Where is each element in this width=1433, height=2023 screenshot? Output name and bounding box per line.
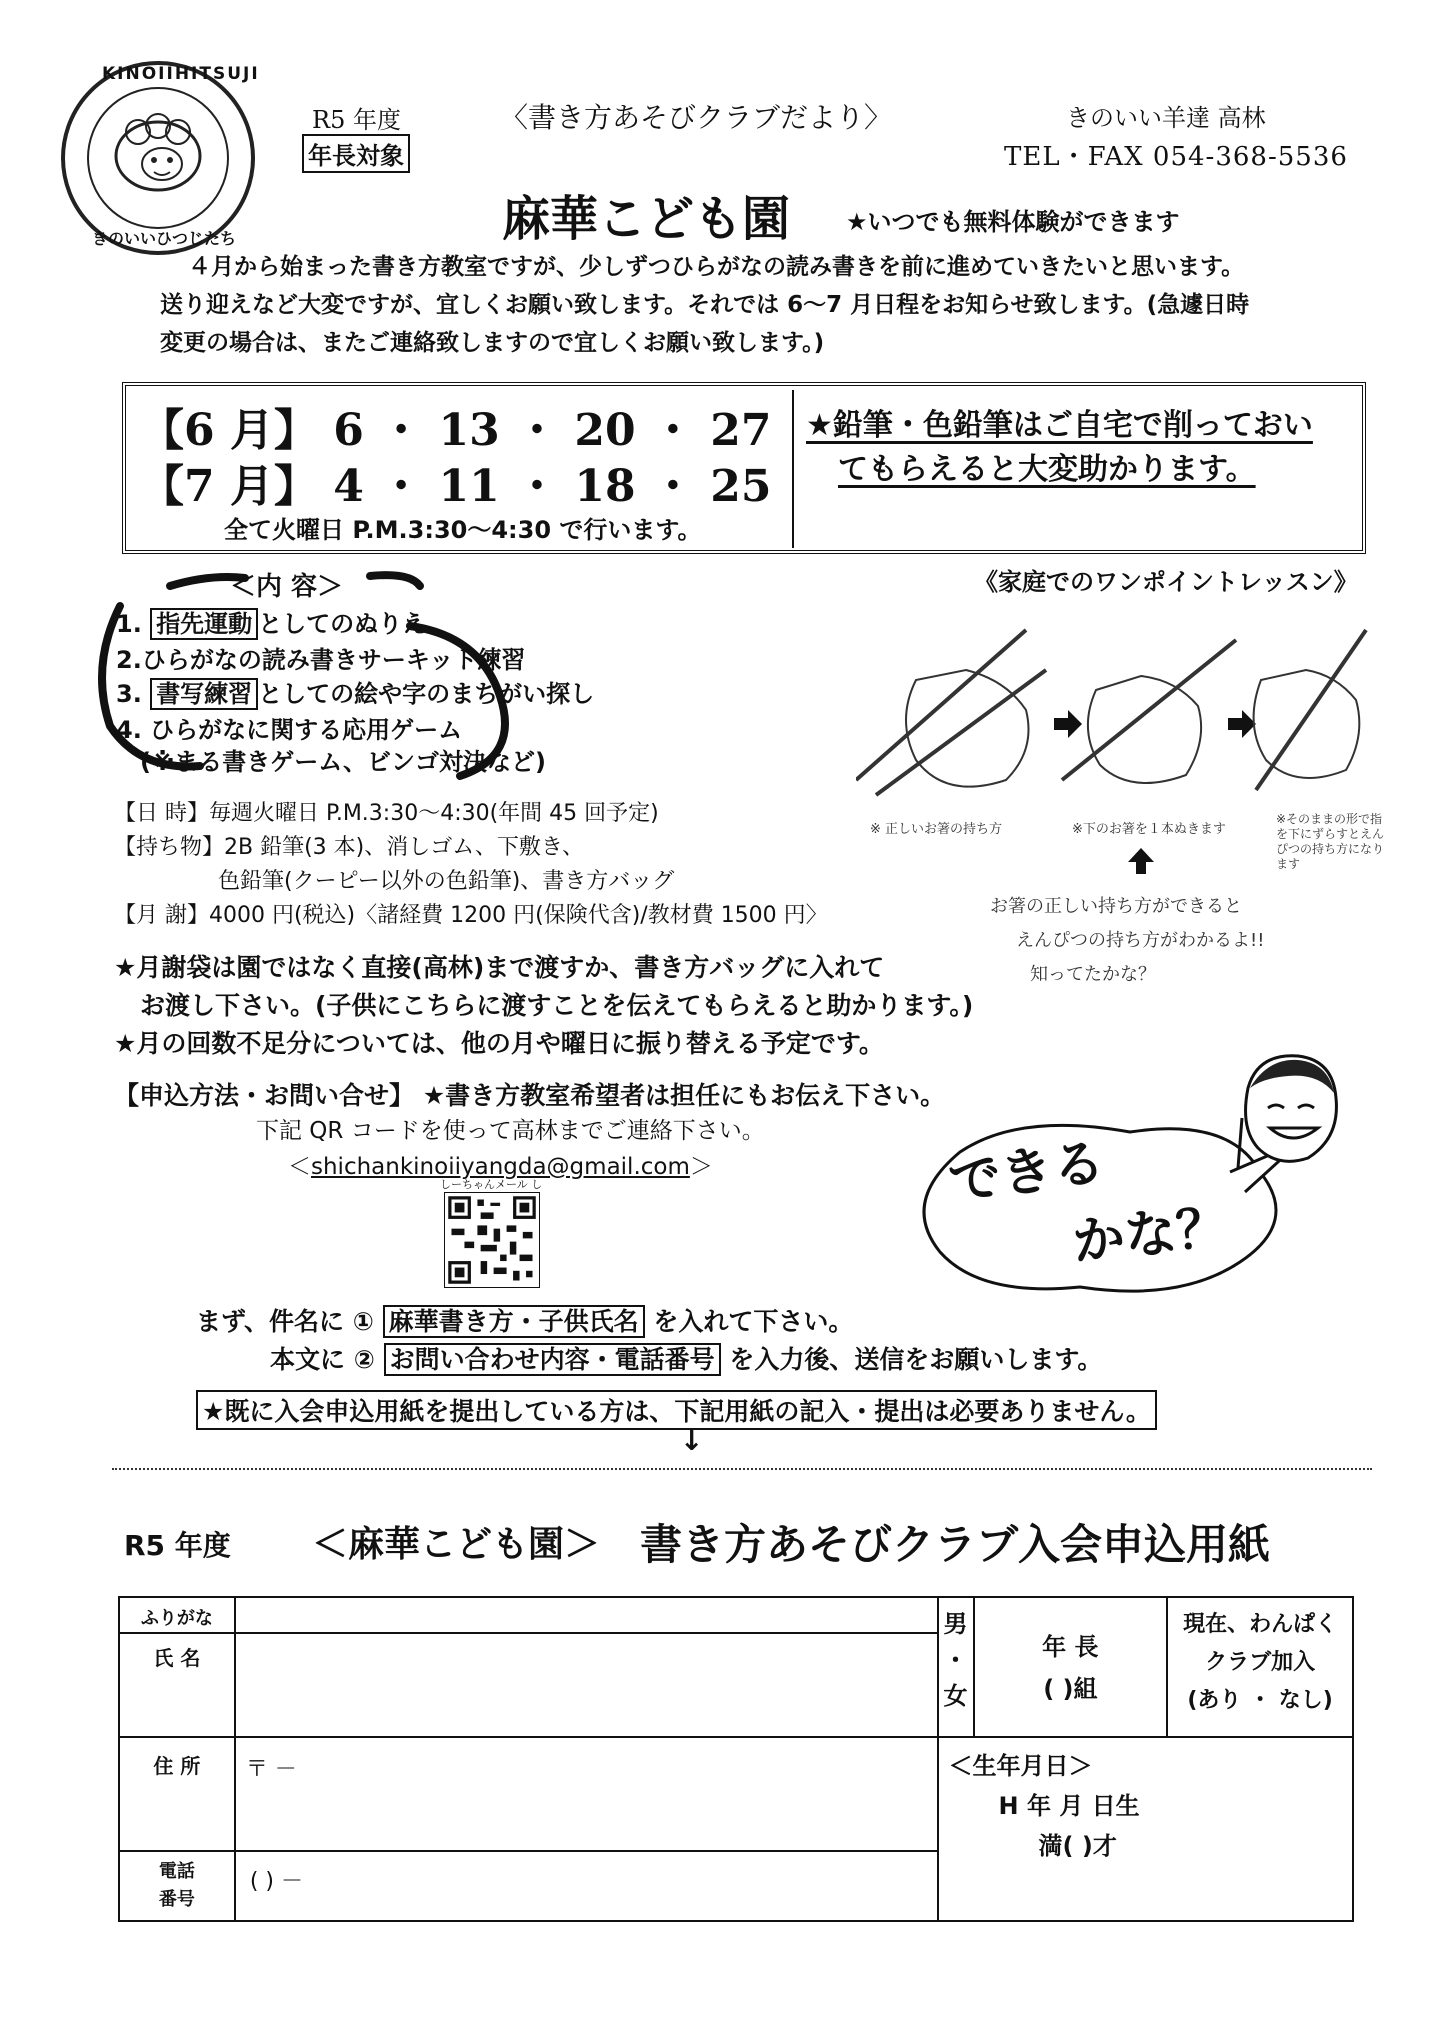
- step-2-pre: 本文に ②: [270, 1345, 375, 1374]
- intro-line-3: 変更の場合は、またご連絡致しますので宜しくお願い致します。): [160, 330, 825, 356]
- bubble-text-1: できる: [945, 1132, 1109, 1214]
- down-arrow: ↓: [680, 1424, 704, 1457]
- form-year: R5 年度: [124, 1529, 231, 1562]
- item-3-boxed: 書写練習: [150, 678, 258, 710]
- phone-field[interactable]: ( ) －: [235, 1851, 938, 1921]
- item-1-number: 1.: [116, 610, 142, 638]
- lesson-heading: 《家庭でのワンポイントレッスン》: [974, 568, 1358, 596]
- year-label: R5 年度: [312, 106, 401, 134]
- intro-line-2: 送り迎えなど大変ですが、宜しくお願い致します。それでは 6～7 月日程をお知らせ致します。(急遽日時: [160, 292, 1250, 318]
- organizer: きのいい羊達 高林: [1066, 104, 1266, 132]
- june-dates: 【6 月】 6 ・ 13 ・ 20 ・ 27: [140, 405, 772, 456]
- pencil-note-2: てもらえると大変助かります。: [838, 452, 1256, 487]
- name-field[interactable]: [235, 1633, 938, 1737]
- cut-line: [112, 1468, 1372, 1470]
- arrow-right-icon: [1054, 710, 1082, 738]
- intro-line-1: ４月から始まった書き方教室ですが、少しずつひらがなの読み書きを前に進めていきたいと思います。: [188, 254, 1245, 280]
- detail-items: 【持ち物】2B 鉛筆(3 本)、消しゴム、下敷き、: [114, 835, 585, 860]
- arrow-up-icon: [1126, 846, 1156, 876]
- contents-item-2: 2.ひらがなの読み書きサーキット練習: [116, 646, 526, 674]
- july-dates: 【7 月】 4 ・ 11 ・ 18 ・ 25: [140, 461, 772, 512]
- address-label: 住 所: [119, 1737, 235, 1851]
- chopstick-hands-illustration: [856, 610, 1376, 820]
- qr-caption: しーちゃんメール し: [440, 1178, 543, 1191]
- tel-fax: TEL・FAX 054-368-5536: [1004, 142, 1348, 172]
- item-1-rest: としてのぬりえ: [258, 610, 427, 638]
- qr-code-icon: [445, 1193, 539, 1287]
- application-form: [118, 1596, 1354, 1922]
- form-title: 書き方あそびクラブ入会申込用紙: [640, 1520, 1271, 1569]
- step-1: [196, 1302, 853, 1338]
- notice-1a: ★月謝袋は園ではなく直接(高林)まで渡すか、書き方バッグに入れて: [114, 953, 885, 982]
- schedule-divider: [792, 390, 794, 548]
- furigana-label: ふりがな: [119, 1597, 235, 1633]
- detail-datetime: 【日 時】毎週火曜日 P.M.3:30～4:30(年間 45 回予定): [114, 801, 659, 826]
- birthday-cell[interactable]: ＜生年月日＞ H 年 月 日生 満( )才: [938, 1737, 1353, 1921]
- school-name: 麻華こども園: [502, 191, 791, 247]
- phone-label: 電話 番号: [119, 1851, 235, 1921]
- hand-note-1: お箸の正しい持ち方ができると: [990, 896, 1242, 917]
- newsletter-title: 〈書き方あそびクラブだより〉: [500, 101, 893, 134]
- club-cell[interactable]: 現在、わんぱく クラブ加入 (あり ・ なし): [1167, 1597, 1353, 1737]
- email-link[interactable]: shichankinoiiyangda@gmail.com: [311, 1154, 690, 1180]
- target-badge: 年長対象: [302, 134, 410, 173]
- qr-code[interactable]: [444, 1192, 540, 1288]
- step-2-post: を入力後、送信をお願いします。: [729, 1345, 1103, 1374]
- hand-note-3: 知ってたかな？: [1030, 964, 1156, 985]
- hand-note-2: えんぴつの持ち方がわかるよ!!: [1016, 930, 1265, 951]
- step-1-pre: まず、件名に ①: [196, 1307, 374, 1336]
- apply-heading: 【申込方法・お問い合せ】 ★書き方教室希望者は担任にもお伝え下さい。: [114, 1081, 946, 1110]
- lesson-caption-2: ※下のお箸を１本ぬきます: [1072, 822, 1226, 837]
- item-3-number: 3.: [116, 680, 142, 708]
- pencil-note-1: ★鉛筆・色鉛筆はご自宅で削っておい: [806, 408, 1313, 443]
- smiling-man-icon: [1228, 1048, 1348, 1178]
- arrow-right-icon-2: [1228, 710, 1256, 738]
- form-school: ＜麻華こども園＞: [312, 1524, 601, 1565]
- notice-2: ★月の回数不足分については、他の月や曜日に振り替える予定です。: [114, 1029, 884, 1058]
- lesson-caption-3: ※そのままの形で指を下にずらすとえんぴつの持ち方になります: [1276, 812, 1385, 871]
- furigana-field[interactable]: [235, 1597, 938, 1633]
- already-submitted-note: ★既に入会申込用紙を提出している方は、下記用紙の記入・提出は必要ありません。: [196, 1390, 1157, 1430]
- contents-item-4: 4. ひらがなに関する応用ゲーム: [116, 716, 463, 744]
- item-3-rest: としての絵や字のまちがい探し: [258, 680, 595, 708]
- notice-1b: お渡し下さい。(子供にこちらに渡すことを伝えてもらえると助かります。): [140, 991, 974, 1020]
- apply-qr-line: 下記 QR コードを使って高林までご連絡下さい。: [256, 1118, 765, 1144]
- stamp-text-bottom: きのいいひつじたち: [92, 229, 237, 248]
- step-2: [270, 1340, 1102, 1376]
- name-label: 氏 名: [119, 1633, 235, 1737]
- step-1-post: を入れて下さい。: [653, 1307, 854, 1336]
- step-1-subject: 麻華書き方・子供氏名: [383, 1305, 645, 1338]
- lesson-caption-1: ※ 正しいお箸の持ち方: [870, 822, 1003, 837]
- bubble-text-2: かな？: [1069, 1196, 1232, 1273]
- detail-items-2: 色鉛筆(クーピー以外の色鉛筆)、書き方バッグ: [218, 869, 675, 894]
- address-field[interactable]: 〒 －: [235, 1737, 938, 1851]
- contents-item-4-sub: (※まる書きゲーム、ビンゴ対決など): [140, 748, 546, 776]
- logo-stamp: [58, 58, 258, 258]
- email-line: ＜shichankinoiiyangda@gmail.com＞: [288, 1154, 713, 1180]
- gender-cell[interactable]: 男 ・ 女: [938, 1597, 974, 1737]
- item-1-boxed: 指先運動: [150, 608, 258, 640]
- step-2-body: お問い合わせ内容・電話番号: [384, 1343, 721, 1376]
- free-trial-note: ★いつでも無料体験ができます: [846, 208, 1180, 236]
- contents-heading: ＜内 容＞: [230, 572, 344, 602]
- schedule-note: 全て火曜日 P.M.3:30～4:30 で行います。: [224, 516, 702, 544]
- detail-fee: 【月 謝】4000 円(税込)〈諸経費 1200 円(保険代含)/教材費 1500 円〉: [114, 903, 828, 928]
- contents-item-1: [116, 604, 426, 639]
- contents-item-3: [116, 674, 594, 709]
- grade-cell[interactable]: 年 長 ( )組: [974, 1597, 1168, 1737]
- stamp-text-top: KINOIIHITSUJI: [102, 64, 260, 84]
